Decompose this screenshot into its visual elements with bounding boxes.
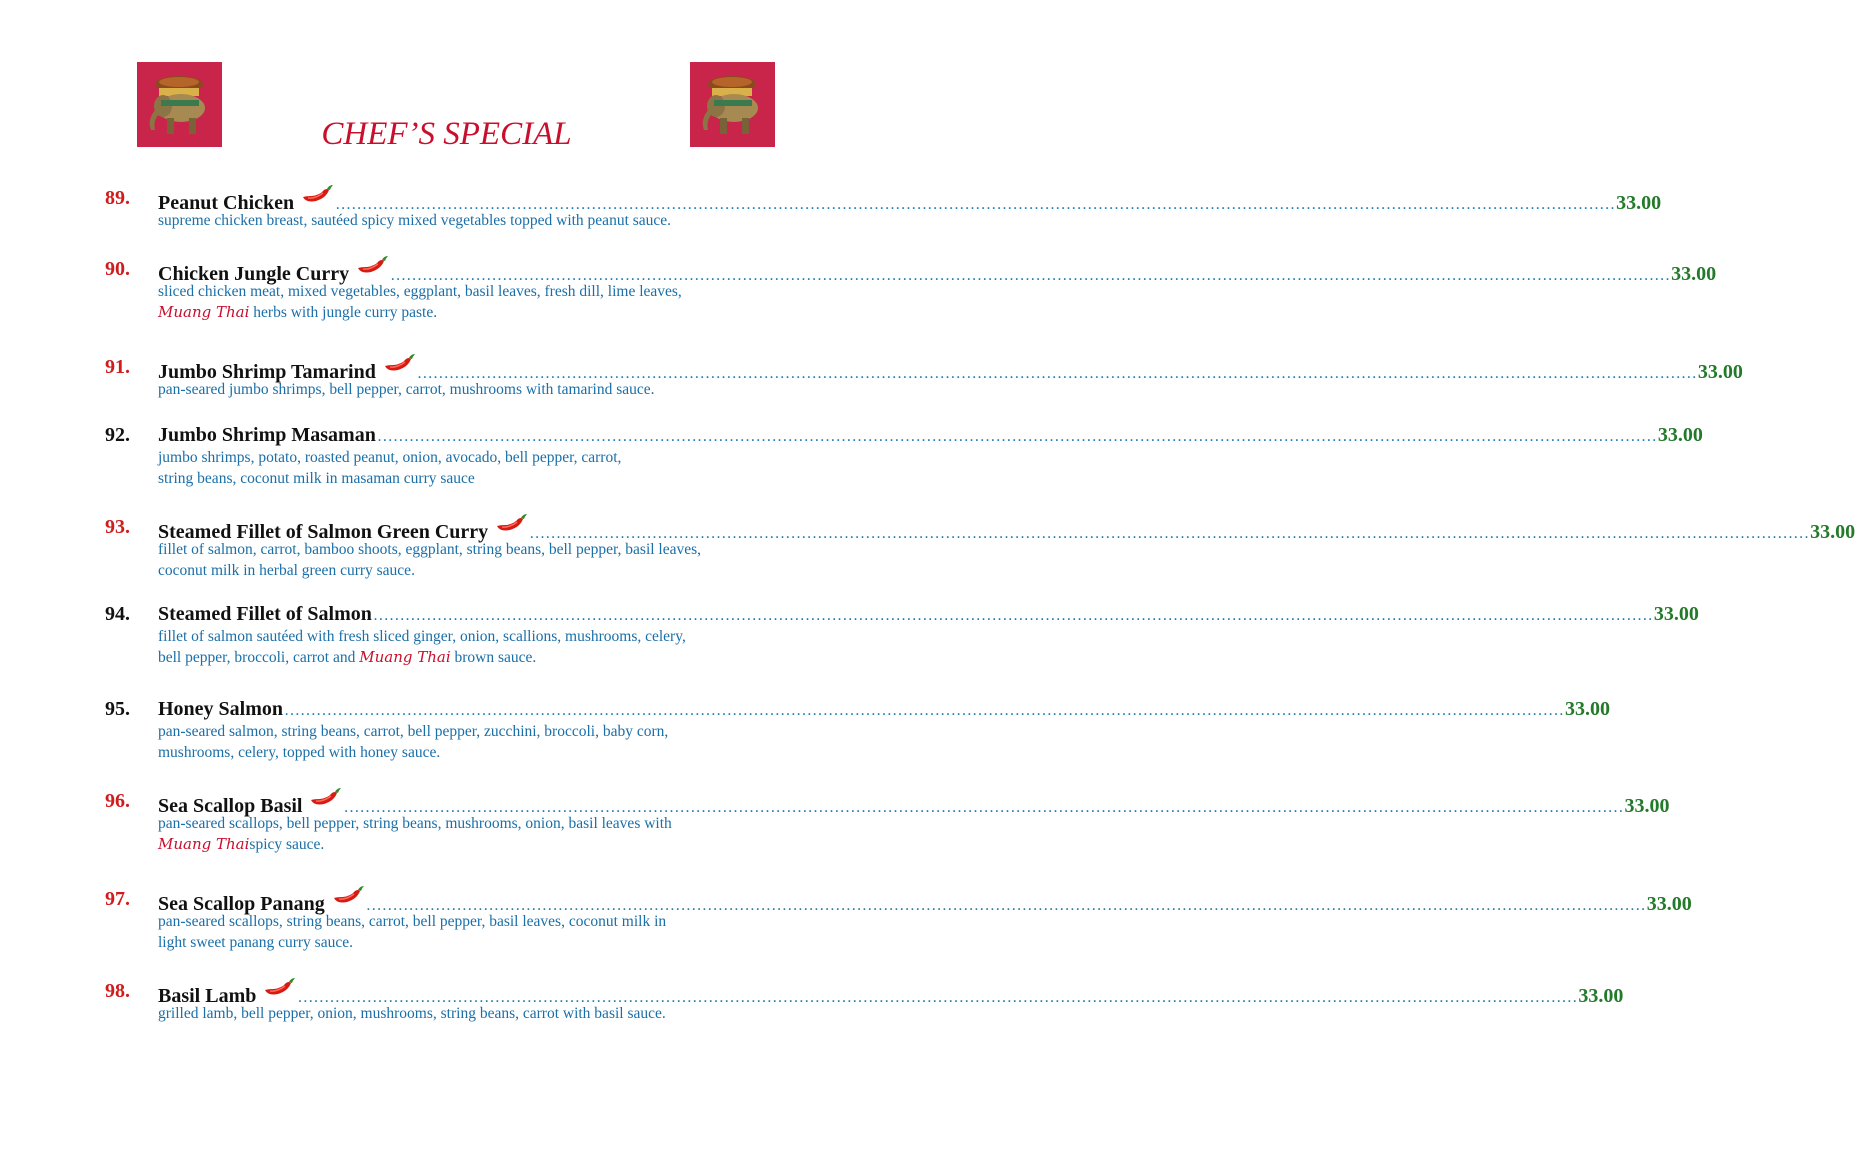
item-description bbox=[158, 813, 788, 855]
chili-pepper-icon bbox=[300, 183, 334, 205]
item-price: 33.00 bbox=[1657, 424, 1703, 446]
description-line: pan-seared scallops, bell pepper, string beans, mushrooms, onion, basil leaves with bbox=[158, 815, 672, 832]
dot-leader: …………………………………………………………………………………………………………………………………………………………………………………………………………………… bbox=[529, 525, 1810, 542]
description-line: sliced chicken meat, mixed vegetables, eggplant, basil leaves, fresh dill, lime leaves, bbox=[158, 283, 682, 300]
item-description bbox=[158, 626, 788, 668]
item-number: 95. bbox=[105, 698, 130, 720]
item-price: 33.00 bbox=[1646, 893, 1692, 915]
item-name: Jumbo Shrimp Masaman bbox=[158, 424, 376, 446]
chili-pepper-icon bbox=[331, 884, 365, 906]
item-description bbox=[158, 539, 788, 581]
description-line: pan-seared scallops, string beans, carrot, bell pepper, basil leaves, coconut milk in bbox=[158, 913, 667, 930]
item-name: Peanut Chicken bbox=[158, 192, 295, 214]
dot-leader: …………………………………………………………………………………………………………………………………………………………………………………………………………………… bbox=[390, 267, 1671, 284]
item-number: 90. bbox=[105, 258, 130, 280]
item-number: 98. bbox=[105, 980, 130, 1002]
item-name: Basil Lamb bbox=[158, 985, 257, 1007]
page-title: CHEF’S SPECIAL bbox=[321, 116, 572, 152]
dot-leader: …………………………………………………………………………………………………………………………………………………………………………………………………………………… bbox=[365, 897, 1646, 914]
item-description bbox=[158, 210, 788, 231]
chili-pepper-icon bbox=[262, 976, 296, 998]
item-number: 89. bbox=[105, 187, 130, 209]
dot-leader: …………………………………………………………………………………………………………………………………………………………………………………………………………………… bbox=[416, 365, 1697, 382]
item-number: 94. bbox=[105, 603, 130, 625]
chili-pepper-icon bbox=[308, 786, 342, 808]
item-description bbox=[158, 1003, 788, 1024]
brand-name: Muang Thai bbox=[158, 303, 250, 321]
item-price: 33.00 bbox=[1671, 263, 1717, 285]
item-price: 33.00 bbox=[1616, 192, 1662, 214]
item-name: Steamed Fillet of Salmon bbox=[158, 603, 372, 625]
item-price: 33.00 bbox=[1697, 361, 1743, 383]
dot-leader: …………………………………………………………………………………………………………………………………………………………………………………………………………………… bbox=[297, 989, 1578, 1006]
dot-leader: …………………………………………………………………………………………………………………………………………………………………………………………………………………… bbox=[284, 702, 1565, 719]
brand-name: Muang Thai bbox=[158, 835, 250, 853]
description-line: mushrooms, celery, topped with honey sauce. bbox=[158, 744, 441, 761]
item-heading bbox=[158, 424, 1703, 447]
description-line: light sweet panang curry sauce. bbox=[158, 934, 353, 951]
item-name: Steamed Fillet of Salmon Green Curry bbox=[158, 521, 489, 543]
description-line bbox=[158, 647, 788, 668]
dot-leader: …………………………………………………………………………………………………………………………………………………………………………………………………………………… bbox=[372, 607, 1653, 624]
description-line: coconut milk in herbal green curry sauce. bbox=[158, 562, 415, 579]
item-number: 96. bbox=[105, 790, 130, 812]
item-name: Jumbo Shrimp Tamarind bbox=[158, 361, 376, 383]
description-line: fillet of salmon, carrot, bamboo shoots, eggplant, string beans, bell pepper, basil leaves, bbox=[158, 541, 702, 558]
description-line: string beans, coconut milk in masaman curry sauce bbox=[158, 470, 475, 487]
description-line bbox=[158, 834, 788, 855]
chili-pepper-icon bbox=[355, 254, 389, 276]
item-price: 33.00 bbox=[1810, 521, 1855, 543]
description-line bbox=[158, 302, 788, 323]
item-description bbox=[158, 447, 788, 489]
item-price: 33.00 bbox=[1624, 795, 1670, 817]
item-description bbox=[158, 911, 788, 953]
description-text: herbs with jungle curry paste. bbox=[249, 304, 438, 321]
description-text: spicy sauce. bbox=[249, 836, 325, 853]
item-price: 33.00 bbox=[1653, 603, 1699, 625]
description-line: supreme chicken breast, sautéed spicy mixed vegetables topped with peanut sauce. bbox=[158, 212, 672, 229]
chili-pepper-icon bbox=[382, 352, 416, 374]
item-description bbox=[158, 721, 788, 763]
item-heading bbox=[158, 698, 1611, 721]
item-heading bbox=[158, 603, 1699, 626]
item-description bbox=[158, 379, 788, 400]
item-name: Chicken Jungle Curry bbox=[158, 263, 350, 285]
item-name: Sea Scallop Basil bbox=[158, 795, 303, 817]
description-text: bell pepper, broccoli, carrot and bbox=[158, 649, 360, 666]
description-line: fillet of salmon sautéed with fresh sliced ginger, onion, scallions, mushrooms, celery, bbox=[158, 628, 686, 645]
chili-pepper-icon bbox=[494, 512, 528, 534]
item-description bbox=[158, 281, 788, 323]
item-number: 97. bbox=[105, 888, 130, 910]
dot-leader: …………………………………………………………………………………………………………………………………………………………………………………………………………………… bbox=[343, 799, 1624, 816]
dot-leader: …………………………………………………………………………………………………………………………………………………………………………………………………………………… bbox=[335, 196, 1616, 213]
item-name: Sea Scallop Panang bbox=[158, 893, 325, 915]
item-price: 33.00 bbox=[1578, 985, 1624, 1007]
item-number: 91. bbox=[105, 356, 130, 378]
item-name: Honey Salmon bbox=[158, 698, 284, 720]
dot-leader: …………………………………………………………………………………………………………………………………………………………………………………………………………………… bbox=[376, 428, 1657, 445]
item-number: 92. bbox=[105, 424, 130, 446]
item-number: 93. bbox=[105, 516, 130, 538]
description-line: pan-seared salmon, string beans, carrot, bell pepper, zucchini, broccoli, baby corn, bbox=[158, 723, 669, 740]
item-price: 33.00 bbox=[1565, 698, 1611, 720]
description-text: brown sauce. bbox=[450, 649, 537, 666]
description-line: grilled lamb, bell pepper, onion, mushrooms, string beans, carrot with basil sauce. bbox=[158, 1005, 666, 1022]
brand-name: Muang Thai bbox=[359, 648, 451, 666]
description-line: jumbo shrimps, potato, roasted peanut, onion, avocado, bell pepper, carrot, bbox=[158, 449, 622, 466]
description-line: pan-seared jumbo shrimps, bell pepper, carrot, mushrooms with tamarind sauce. bbox=[158, 381, 655, 398]
